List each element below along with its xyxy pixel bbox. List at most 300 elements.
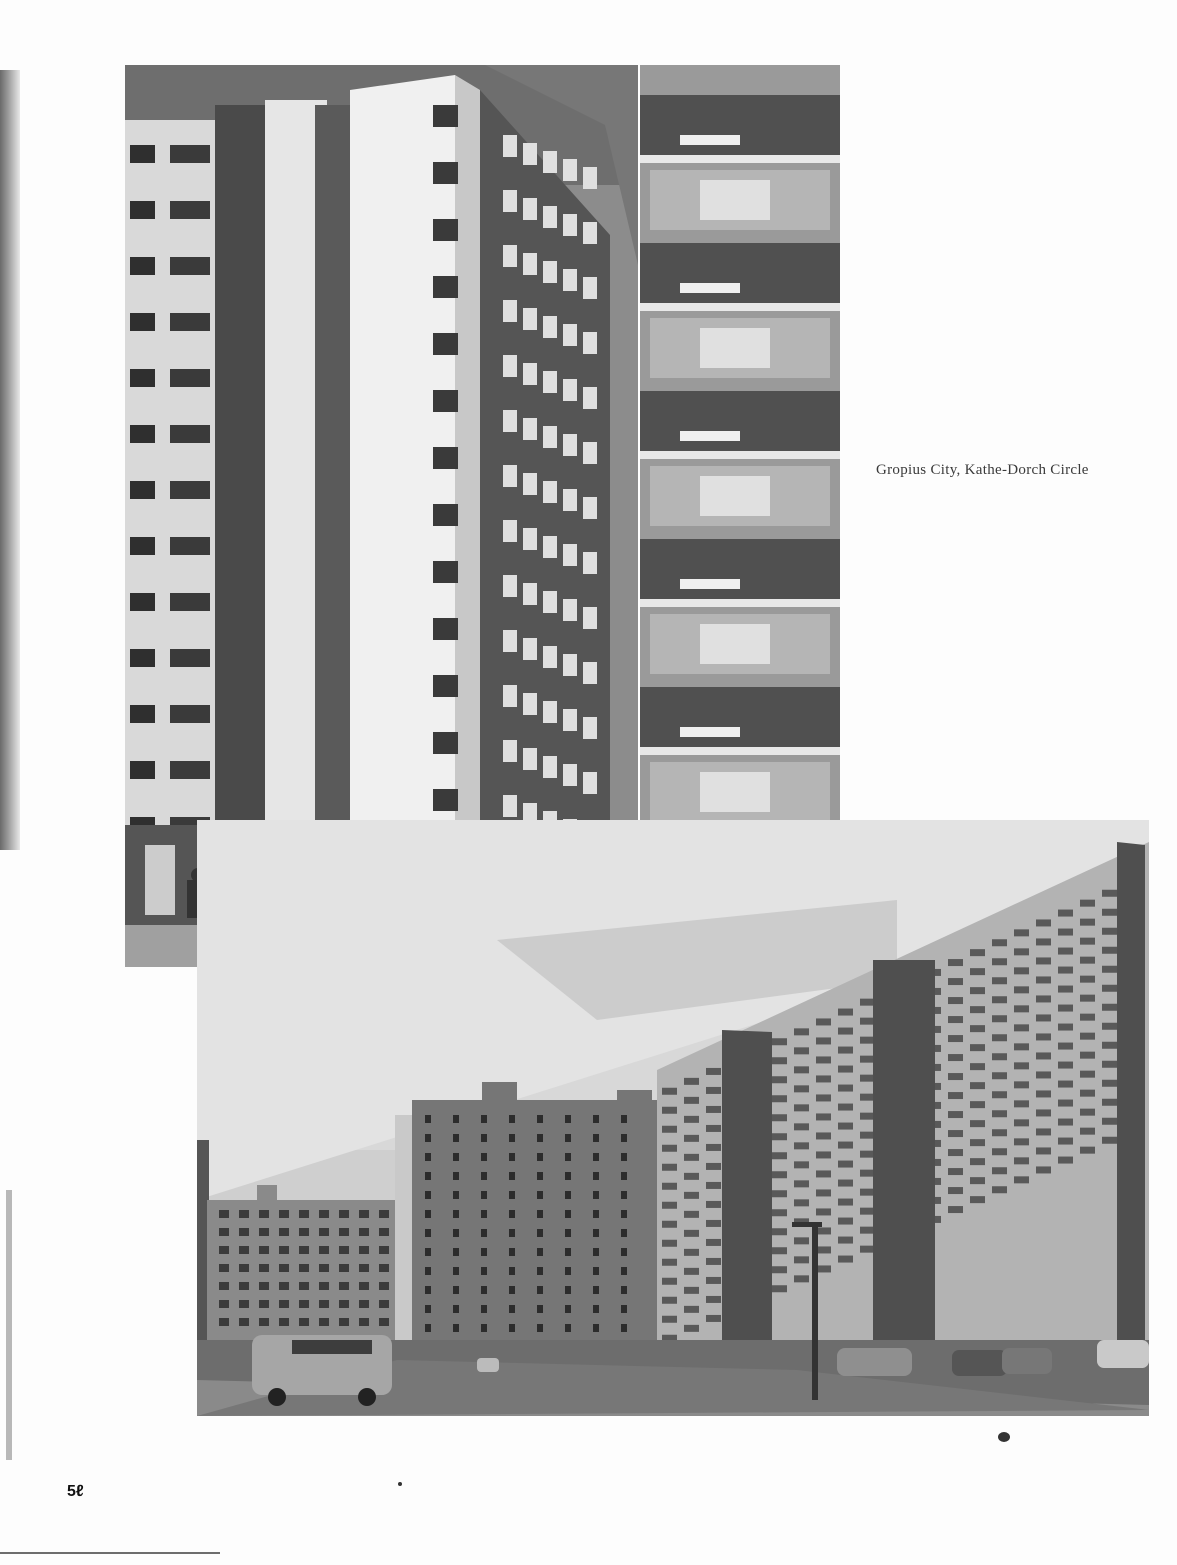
window: [339, 1246, 349, 1254]
balcony: [794, 1104, 809, 1111]
balcony: [1058, 1138, 1073, 1145]
window: [593, 1153, 599, 1161]
balcony: [684, 1306, 699, 1313]
balcony: [1080, 1147, 1095, 1154]
balcony: [706, 1296, 721, 1303]
balcony: [816, 1094, 831, 1101]
balcony: [772, 1285, 787, 1292]
balcony: [1036, 938, 1051, 945]
window: [219, 1228, 229, 1236]
spine-shadow-lower: [6, 1190, 12, 1460]
balcony: [816, 1132, 831, 1139]
balcony: [1058, 1043, 1073, 1050]
window: [279, 1264, 289, 1272]
window: [130, 425, 155, 443]
balcony: [1102, 890, 1117, 897]
balcony: [1080, 938, 1095, 945]
window: [453, 1191, 459, 1199]
balcony: [970, 968, 985, 975]
balcony: [1080, 1033, 1095, 1040]
balcony: [992, 1148, 1007, 1155]
balcony: [1014, 967, 1029, 974]
balcony: [948, 978, 963, 985]
balcony: [794, 1199, 809, 1206]
balcony: [563, 269, 577, 291]
balcony: [563, 599, 577, 621]
window: [565, 1172, 571, 1180]
balcony: [706, 1220, 721, 1227]
window: [537, 1305, 543, 1313]
balcony: [523, 693, 537, 715]
balcony: [970, 1101, 985, 1108]
balcony: [503, 795, 517, 817]
balcony: [662, 1145, 677, 1152]
window: [359, 1246, 369, 1254]
window: [299, 1318, 309, 1326]
balcony: [706, 1125, 721, 1132]
balcony: [543, 206, 557, 228]
balcony: [816, 1037, 831, 1044]
window: [130, 145, 155, 163]
balcony: [992, 958, 1007, 965]
balcony: [523, 308, 537, 330]
window: [319, 1282, 329, 1290]
window: [130, 369, 155, 387]
balcony: [772, 1114, 787, 1121]
estate-photo-image: [197, 820, 1149, 1416]
window: [239, 1210, 249, 1218]
window: [537, 1153, 543, 1161]
balcony: [794, 1066, 809, 1073]
window: [565, 1267, 571, 1275]
balcony: [948, 959, 963, 966]
window: [170, 649, 210, 667]
balcony: [772, 1266, 787, 1273]
balcony: [684, 1249, 699, 1256]
balcony: [838, 1142, 853, 1149]
balcony: [1014, 1081, 1029, 1088]
balcony-edge: [640, 747, 840, 755]
window: [433, 732, 458, 754]
balcony: [1014, 1062, 1029, 1069]
window: [433, 504, 458, 526]
balcony: [1080, 919, 1095, 926]
balcony: [1058, 986, 1073, 993]
balcony: [583, 332, 597, 354]
balcony-parapet: [640, 391, 840, 451]
balcony: [563, 764, 577, 786]
window: [453, 1210, 459, 1218]
window: [433, 276, 458, 298]
window: [339, 1318, 349, 1326]
balcony: [503, 300, 517, 322]
balcony: [838, 1161, 853, 1168]
balcony: [1058, 910, 1073, 917]
window: [259, 1264, 269, 1272]
balcony: [816, 1170, 831, 1177]
window: [319, 1264, 329, 1272]
balcony: [992, 1110, 1007, 1117]
balcony: [1058, 929, 1073, 936]
window: [425, 1248, 431, 1256]
window: [433, 789, 458, 811]
window: [279, 1210, 289, 1218]
window: [509, 1305, 515, 1313]
balcony: [503, 630, 517, 652]
balcony: [992, 1053, 1007, 1060]
window: [453, 1134, 459, 1142]
balcony: [1014, 1119, 1029, 1126]
balcony: [860, 1132, 875, 1139]
balcony: [860, 1037, 875, 1044]
window: [359, 1282, 369, 1290]
curtain: [700, 180, 770, 220]
window: [481, 1229, 487, 1237]
balcony: [706, 1201, 721, 1208]
balcony: [948, 1206, 963, 1213]
balcony: [583, 277, 597, 299]
balcony: [970, 1158, 985, 1165]
window: [170, 369, 210, 387]
balcony: [706, 1315, 721, 1322]
balcony: [816, 1056, 831, 1063]
window: [565, 1153, 571, 1161]
window: [509, 1172, 515, 1180]
balcony: [1080, 995, 1095, 1002]
balcony: [948, 1016, 963, 1023]
window: [481, 1324, 487, 1332]
window: [565, 1191, 571, 1199]
window: [279, 1246, 289, 1254]
balcony: [1080, 1052, 1095, 1059]
window: [319, 1246, 329, 1254]
balcony: [992, 1015, 1007, 1022]
balcony: [970, 1196, 985, 1203]
balcony: [838, 1047, 853, 1054]
balcony: [772, 1171, 787, 1178]
balcony: [1058, 1024, 1073, 1031]
window: [621, 1134, 627, 1142]
balcony: [523, 583, 537, 605]
window: [593, 1248, 599, 1256]
balcony: [684, 1116, 699, 1123]
balcony: [1014, 948, 1029, 955]
balcony: [1058, 1005, 1073, 1012]
balcony: [860, 1227, 875, 1234]
balcony: [970, 987, 985, 994]
window: [379, 1264, 389, 1272]
balcony: [838, 1009, 853, 1016]
balcony: [948, 1187, 963, 1194]
balcony: [838, 1085, 853, 1092]
window: [509, 1191, 515, 1199]
window: [433, 390, 458, 412]
window: [170, 705, 210, 723]
balcony: [706, 1068, 721, 1075]
balcony: [523, 143, 537, 165]
balcony: [503, 685, 517, 707]
window: [537, 1115, 543, 1123]
window: [239, 1282, 249, 1290]
balcony: [860, 999, 875, 1006]
balcony: [543, 426, 557, 448]
balcony: [684, 1154, 699, 1161]
balcony: [1102, 909, 1117, 916]
balcony: [1102, 1118, 1117, 1125]
window: [170, 257, 210, 275]
balcony: [543, 536, 557, 558]
balcony: [970, 1025, 985, 1032]
balcony: [948, 1168, 963, 1175]
balcony: [772, 1247, 787, 1254]
balcony: [1036, 995, 1051, 1002]
window: [425, 1191, 431, 1199]
balcony: [1058, 1062, 1073, 1069]
balcony: [1014, 1100, 1029, 1107]
balcony: [948, 1149, 963, 1156]
balcony: [563, 544, 577, 566]
window: [339, 1210, 349, 1218]
balcony: [1036, 1014, 1051, 1021]
balcony: [948, 1130, 963, 1137]
window: [621, 1229, 627, 1237]
window: [593, 1191, 599, 1199]
window: [453, 1305, 459, 1313]
window: [239, 1246, 249, 1254]
balcony: [684, 1287, 699, 1294]
window: [339, 1300, 349, 1308]
window: [425, 1153, 431, 1161]
window: [509, 1134, 515, 1142]
balcony: [992, 1129, 1007, 1136]
window: [170, 201, 210, 219]
window: [170, 593, 210, 611]
window: [170, 145, 210, 163]
balcony: [772, 1095, 787, 1102]
balcony: [563, 434, 577, 456]
ink-speck: [998, 1432, 1010, 1442]
window: [425, 1134, 431, 1142]
planter: [680, 727, 740, 737]
balcony: [543, 646, 557, 668]
window: [379, 1228, 389, 1236]
window: [425, 1324, 431, 1332]
balcony: [1058, 1100, 1073, 1107]
balcony: [992, 977, 1007, 984]
balcony: [1080, 1090, 1095, 1097]
window: [279, 1228, 289, 1236]
window: [593, 1172, 599, 1180]
balcony: [503, 465, 517, 487]
estate-photo: [197, 820, 1149, 1416]
bottom-rule: [0, 1552, 220, 1554]
balcony: [1080, 976, 1095, 983]
window: [537, 1134, 543, 1142]
balcony: [662, 1126, 677, 1133]
window: [259, 1318, 269, 1326]
balcony: [706, 1106, 721, 1113]
balcony: [992, 1167, 1007, 1174]
window: [425, 1229, 431, 1237]
balcony: [838, 1218, 853, 1225]
balcony: [662, 1297, 677, 1304]
window: [425, 1305, 431, 1313]
window: [359, 1210, 369, 1218]
balcony: [860, 1170, 875, 1177]
balcony: [563, 214, 577, 236]
window: [621, 1305, 627, 1313]
window: [359, 1228, 369, 1236]
balcony: [860, 1094, 875, 1101]
balcony: [1036, 1109, 1051, 1116]
photo-caption: Gropius City, Kathe-Dorch Circle: [876, 462, 1089, 478]
window: [509, 1229, 515, 1237]
balcony-parapet: [640, 95, 840, 155]
balcony: [1036, 1071, 1051, 1078]
window: [565, 1324, 571, 1332]
window: [481, 1305, 487, 1313]
balcony: [970, 1063, 985, 1070]
balcony: [706, 1144, 721, 1151]
curtain: [700, 772, 770, 812]
balcony: [794, 1161, 809, 1168]
balcony: [1102, 947, 1117, 954]
balconies-photo: [640, 65, 840, 910]
window: [425, 1267, 431, 1275]
window: [319, 1228, 329, 1236]
balcony: [684, 1325, 699, 1332]
balcony: [662, 1164, 677, 1171]
balcony: [684, 1135, 699, 1142]
window: [433, 333, 458, 355]
balcony: [970, 949, 985, 956]
window: [537, 1229, 543, 1237]
balcony: [860, 1208, 875, 1215]
window: [537, 1267, 543, 1275]
balcony: [563, 324, 577, 346]
balcony: [1102, 985, 1117, 992]
window: [481, 1172, 487, 1180]
window: [170, 537, 210, 555]
balcony: [1080, 957, 1095, 964]
window: [565, 1286, 571, 1294]
balcony: [772, 1209, 787, 1216]
window: [433, 675, 458, 697]
window: [621, 1115, 627, 1123]
balcony: [503, 575, 517, 597]
planter: [680, 283, 740, 293]
balcony: [1036, 1033, 1051, 1040]
balconies-photo-image: [640, 65, 840, 910]
window: [425, 1210, 431, 1218]
window: [279, 1318, 289, 1326]
balcony: [662, 1107, 677, 1114]
balcony: [816, 1265, 831, 1272]
window: [593, 1210, 599, 1218]
balcony: [1102, 1080, 1117, 1087]
balcony: [503, 135, 517, 157]
balcony: [662, 1259, 677, 1266]
balcony: [1102, 1099, 1117, 1106]
balcony: [1014, 1005, 1029, 1012]
window: [339, 1228, 349, 1236]
window: [593, 1229, 599, 1237]
window: [379, 1300, 389, 1308]
window: [593, 1267, 599, 1275]
balcony: [1036, 1052, 1051, 1059]
window: [565, 1305, 571, 1313]
window: [621, 1286, 627, 1294]
balcony: [970, 1120, 985, 1127]
window: [299, 1246, 309, 1254]
window: [481, 1153, 487, 1161]
window: [509, 1324, 515, 1332]
ink-dot: [398, 1482, 402, 1486]
window: [219, 1264, 229, 1272]
window: [481, 1248, 487, 1256]
balcony: [948, 1111, 963, 1118]
window: [170, 425, 210, 443]
balcony: [794, 1275, 809, 1282]
balcony: [970, 1139, 985, 1146]
window: [509, 1115, 515, 1123]
window: [509, 1248, 515, 1256]
balcony: [684, 1268, 699, 1275]
window: [130, 481, 155, 499]
window: [481, 1286, 487, 1294]
balcony: [838, 1199, 853, 1206]
balcony: [860, 1075, 875, 1082]
balcony: [816, 1113, 831, 1120]
balcony: [970, 1044, 985, 1051]
balcony-edge: [640, 599, 840, 607]
window: [593, 1134, 599, 1142]
balcony: [583, 717, 597, 739]
balcony: [1014, 1024, 1029, 1031]
window: [433, 162, 458, 184]
balcony: [816, 1227, 831, 1234]
window: [621, 1210, 627, 1218]
curtain: [700, 476, 770, 516]
balcony: [992, 1034, 1007, 1041]
window: [219, 1300, 229, 1308]
window: [565, 1134, 571, 1142]
balcony: [816, 1208, 831, 1215]
page-number: 5ℓ: [67, 1483, 84, 1500]
balcony: [1080, 1071, 1095, 1078]
balcony: [992, 1072, 1007, 1079]
window: [481, 1210, 487, 1218]
window: [239, 1300, 249, 1308]
curtain: [700, 328, 770, 368]
balcony: [1036, 1128, 1051, 1135]
window: [621, 1248, 627, 1256]
balcony-edge: [640, 155, 840, 163]
balcony: [1036, 1166, 1051, 1173]
window: [319, 1318, 329, 1326]
window: [319, 1300, 329, 1308]
window: [359, 1318, 369, 1326]
balcony: [992, 1091, 1007, 1098]
balcony: [992, 996, 1007, 1003]
window: [130, 537, 155, 555]
balcony: [543, 756, 557, 778]
balcony: [948, 997, 963, 1004]
balcony: [503, 245, 517, 267]
spine-shadow: [0, 70, 20, 850]
balcony: [563, 159, 577, 181]
window: [453, 1286, 459, 1294]
